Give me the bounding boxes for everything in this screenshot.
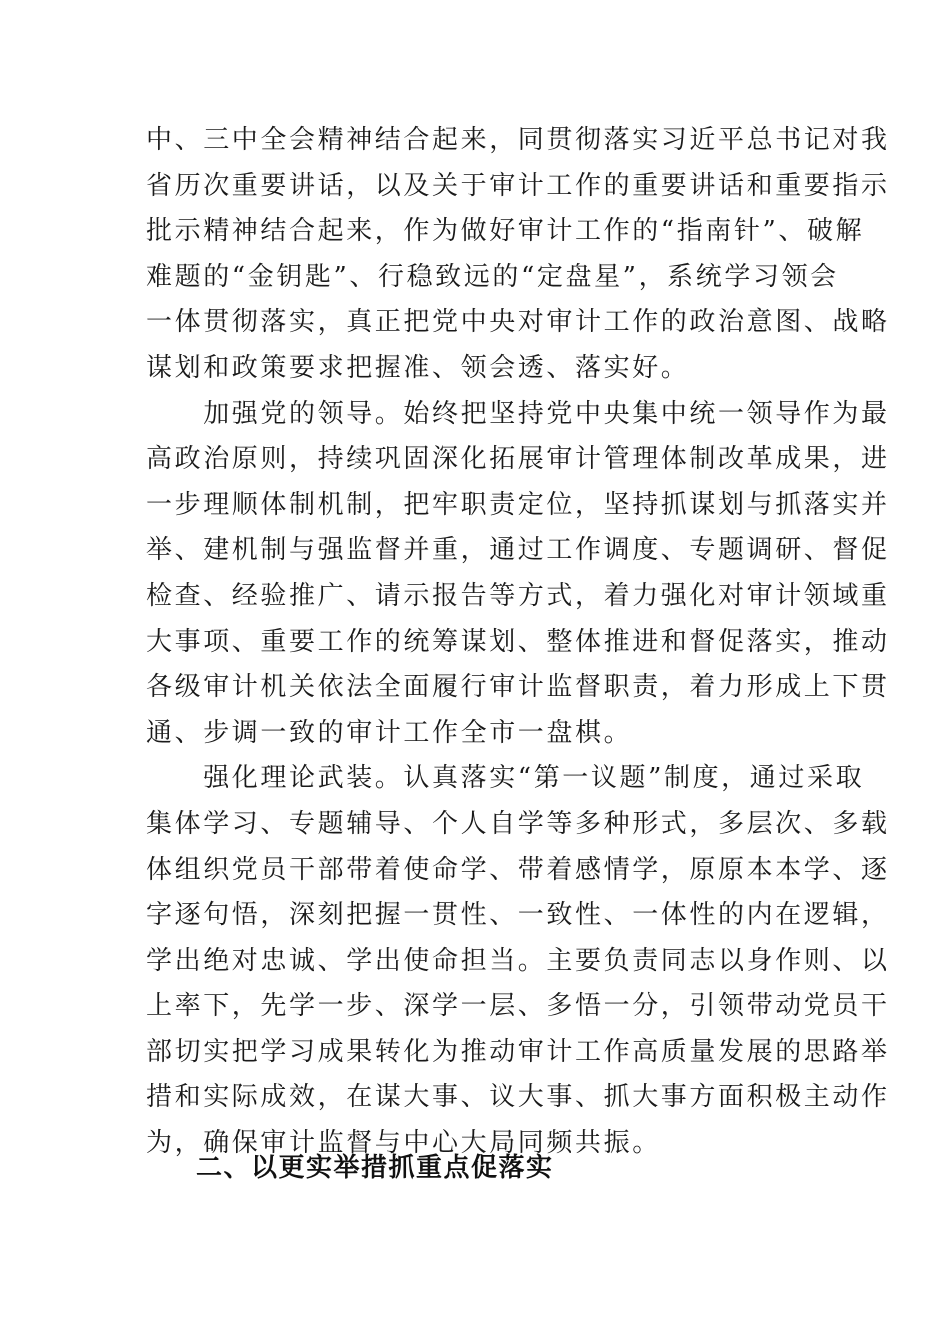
text-line: 部切实把学习成果转化为推动审计工作高质量发展的思路举 <box>146 1036 890 1067</box>
text-line: 强化理论武装。认真落实“第一议题”制度，通过采取 <box>146 763 865 794</box>
text-line: 省历次重要讲话，以及关于审计工作的重要讲话和重要指示 <box>146 170 890 201</box>
text-line: 批示精神结合起来，作为做好审计工作的“指南针”、破解 <box>146 216 865 247</box>
text-line: 高政治原则，持续巩固深化拓展审计管理体制改革成果，进 <box>146 444 890 475</box>
text-line: 检查、经验推广、请示报告等方式，着力强化对审计领域重 <box>146 580 890 611</box>
text-line: 为，确保审计监督与中心大局同频共振。 <box>146 1128 661 1159</box>
text-line: 大事项、重要工作的统筹谋划、整体推进和督促落实，推动 <box>146 626 890 657</box>
text-line: 通、步调一致的审计工作全市一盘棋。 <box>146 717 633 748</box>
text-line: 一体贯彻落实，真正把党中央对审计工作的政治意图、战略 <box>146 307 890 338</box>
text-line: 学出绝对忠诚、学出使命担当。主要负责同志以身作则、以 <box>146 945 890 976</box>
text-line: 体组织党员干部带着使命学、带着感情学，原原本本学、逐 <box>146 854 890 885</box>
section-heading: 二、以更实举措抓重点促落实 <box>196 1153 554 1183</box>
paragraph-theory-study <box>146 756 890 1166</box>
text-line: 加强党的领导。始终把坚持党中央集中统一领导作为最 <box>146 398 890 429</box>
text-line: 集体学习、专题辅导、个人自学等多种形式，多层次、多载 <box>146 808 890 839</box>
paragraph-party-leadership <box>146 392 890 757</box>
text-line: 各级审计机关依法全面履行审计监督职责，着力形成上下贯 <box>146 672 890 703</box>
document-body <box>146 118 890 1167</box>
text-line: 举、建机制与强监督并重，通过工作调度、专题调研、督促 <box>146 535 890 566</box>
paragraph-continuation <box>146 118 890 392</box>
text-line: 字逐句悟，深刻把握一贯性、一致性、一体性的内在逻辑， <box>146 900 890 931</box>
text-line: 一步理顺体制机制，把牢职责定位，坚持抓谋划与抓落实并 <box>146 489 890 520</box>
text-line: 上率下，先学一步、深学一层、多悟一分，引领带动党员干 <box>146 991 890 1022</box>
text-line: 谋划和政策要求把握准、领会透、落实好。 <box>146 352 690 383</box>
text-line: 中、三中全会精神结合起来，同贯彻落实习近平总书记对我 <box>146 125 890 155</box>
text-line: 难题的“金钥匙”、行稳致远的“定盘星”，系统学习领会 <box>146 261 839 292</box>
text-line: 措和实际成效，在谋大事、议大事、抓大事方面积极主动作 <box>146 1082 890 1113</box>
